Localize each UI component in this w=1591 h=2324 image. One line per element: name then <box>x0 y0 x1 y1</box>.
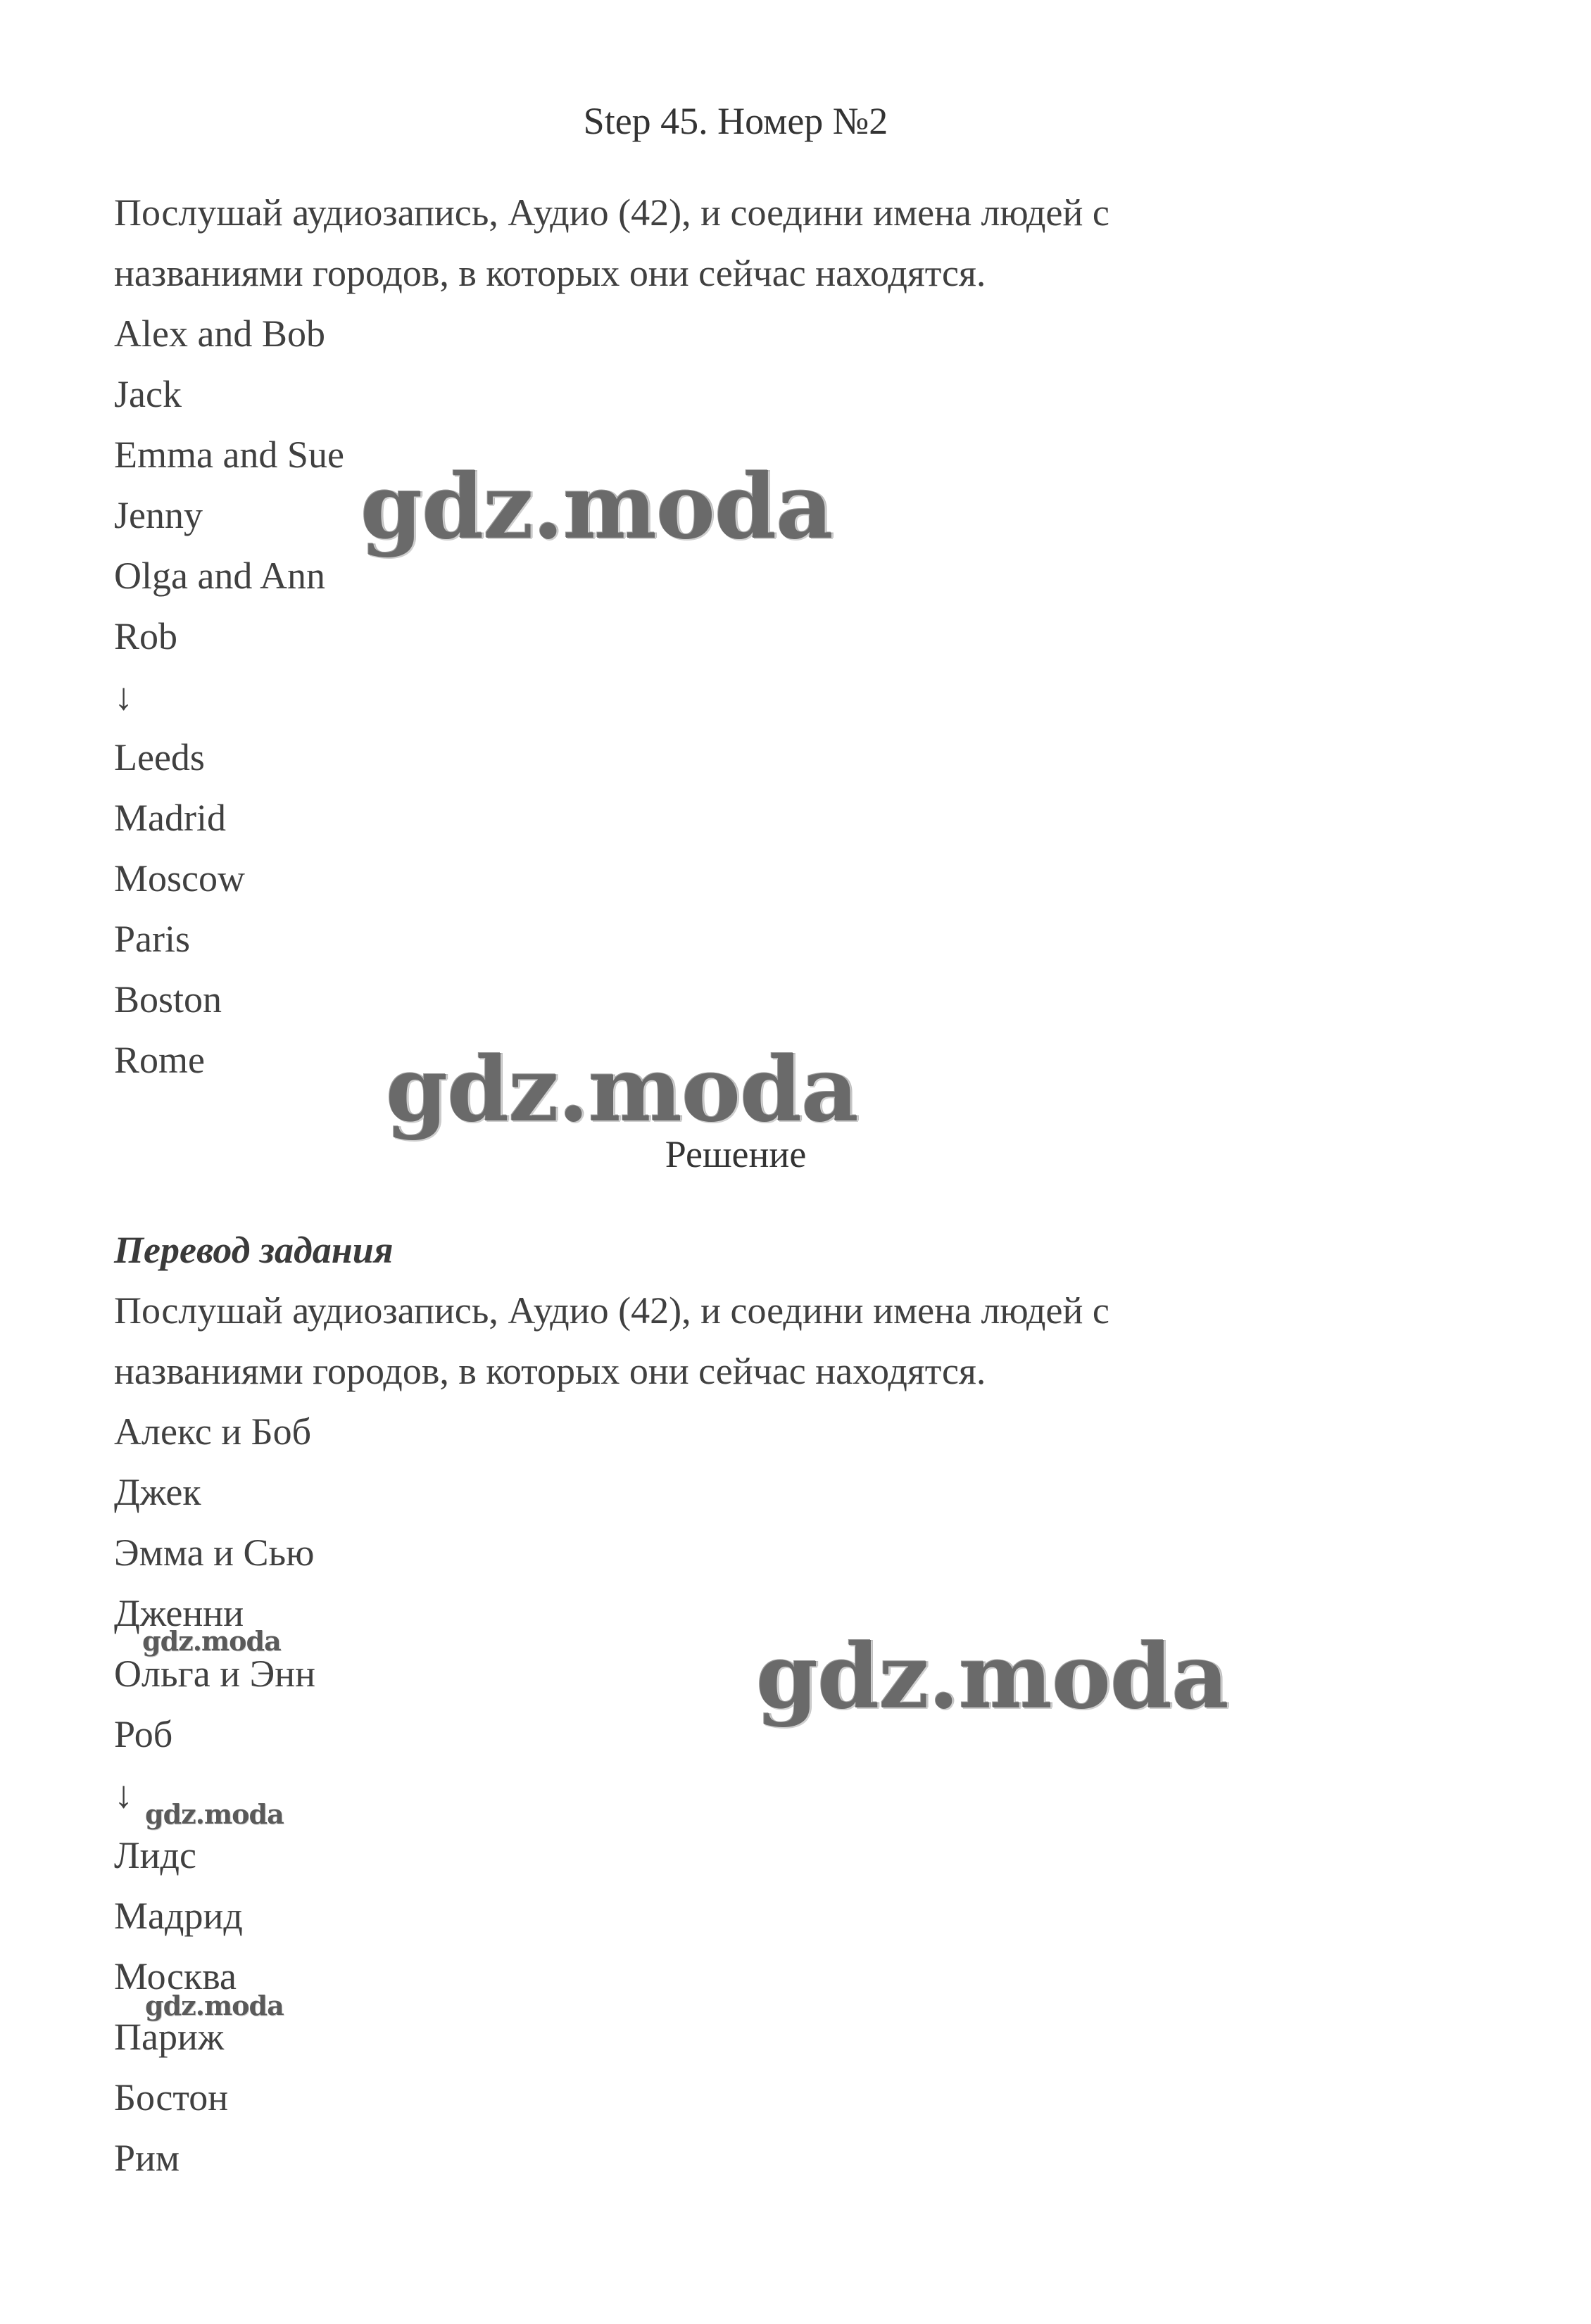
translated-city-item: Мадрид <box>114 1895 243 1937</box>
watermark-logo: gdz.moda <box>360 455 833 559</box>
translated-name-item: Алекс и Боб <box>114 1410 312 1453</box>
solution-label: Решение <box>665 1133 807 1175</box>
watermark-logo-small: gdz.moda <box>145 1798 284 1830</box>
translation-heading: Перевод задания <box>114 1229 394 1271</box>
city-item: Rome <box>114 1039 205 1081</box>
translated-name-item: Роб <box>114 1713 173 1755</box>
name-item: Alex and Bob <box>114 312 325 355</box>
down-arrow-icon: ↓ <box>114 676 133 718</box>
translated-city-item: Париж <box>114 2016 225 2058</box>
translation-instruction-line-2: названиями городов, в которых они сейчас находятся. <box>114 1350 986 1392</box>
city-item: Leeds <box>114 736 205 778</box>
city-item: Moscow <box>114 857 245 899</box>
down-arrow-icon: ↓ <box>114 1774 133 1816</box>
watermark-logo: gdz.moda <box>756 1624 1228 1729</box>
task-instruction-line-2: названиями городов, в которых они сейчас находятся. <box>114 252 986 294</box>
translated-name-item: Джек <box>114 1471 201 1513</box>
translated-city-item: Рим <box>114 2137 180 2179</box>
translated-name-item: Эмма и Сью <box>114 1532 315 1574</box>
name-item: Emma and Sue <box>114 434 344 476</box>
name-item: Jenny <box>114 494 203 536</box>
page-title: Step 45. Номер №2 <box>583 100 888 142</box>
watermark-logo-small: gdz.moda <box>142 1625 281 1657</box>
translated-city-item: Лидс <box>114 1834 196 1876</box>
name-item: Jack <box>114 373 182 415</box>
city-item: Madrid <box>114 797 226 839</box>
task-instruction-line-1: Послушай аудиозапись, Аудио (42), и соедини имена людей с <box>114 191 1109 234</box>
translation-instruction-line-1: Послушай аудиозапись, Аудио (42), и соедини имена людей с <box>114 1289 1109 1332</box>
name-item: Olga and Ann <box>114 555 325 597</box>
translated-name-item: Ольга и Энн <box>114 1653 316 1695</box>
translated-city-item: Москва <box>114 1955 237 1997</box>
translated-city-item: Бостон <box>114 2076 229 2118</box>
city-item: Paris <box>114 918 190 960</box>
city-item: Boston <box>114 978 222 1021</box>
name-item: Rob <box>114 615 178 657</box>
watermark-logo-small: gdz.moda <box>145 1990 284 2021</box>
translated-name-item: Дженни <box>114 1592 244 1634</box>
watermark-logo: gdz.moda <box>386 1037 858 1142</box>
